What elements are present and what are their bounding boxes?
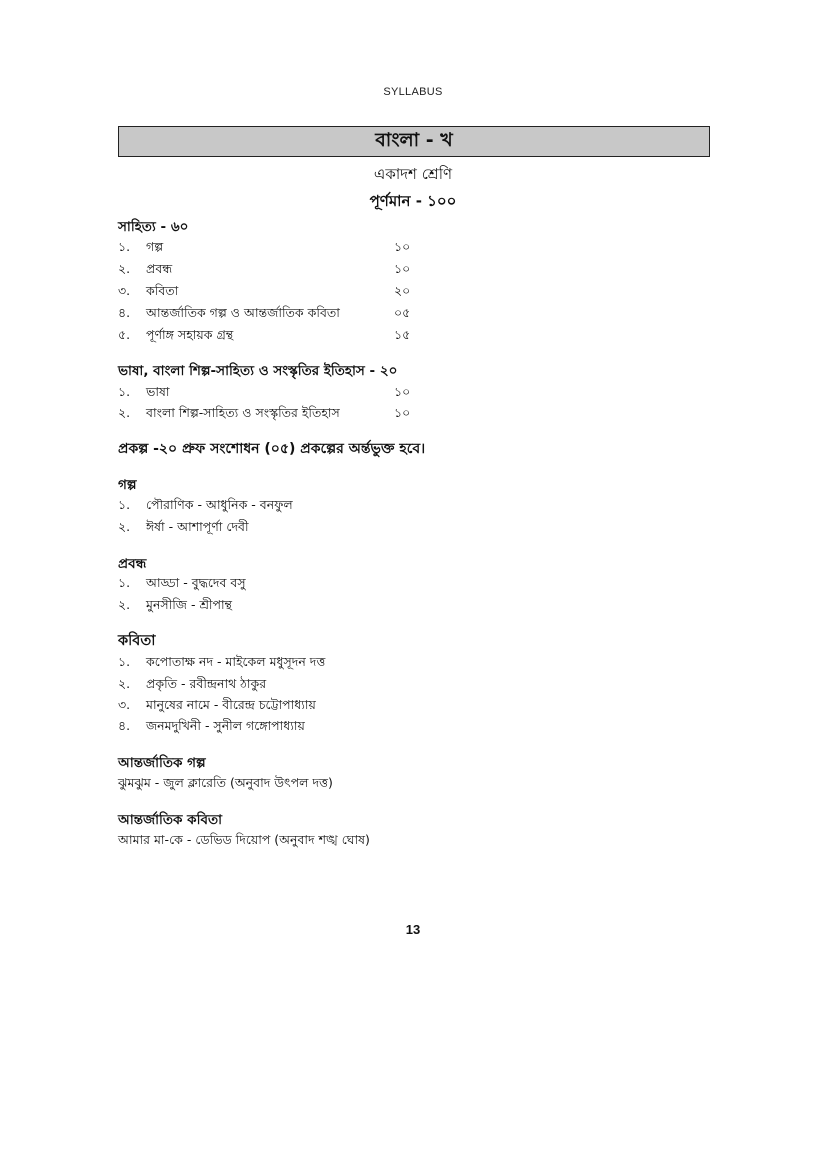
language-heading: ভাষা, বাংলা শিল্প-সাহিত্য ও সংস্কৃতির ইতিহাস - ২০ — [118, 363, 398, 379]
list-item — [118, 597, 232, 617]
intl-story-heading: আন্তর্জাতিক গল্প — [118, 755, 206, 771]
list-item — [118, 575, 246, 595]
page-number: 13 — [405, 922, 421, 937]
item-text: জনমদুখিনী - সুনীল গঙ্গোপাধ্যায় — [146, 718, 305, 733]
subject-title — [118, 126, 710, 157]
list-item — [118, 519, 249, 539]
literature-row — [118, 305, 538, 323]
row-text: কবিতা — [146, 283, 179, 298]
subject-title-text: বাংলা - খ — [375, 128, 453, 151]
row-marks: ১৫ — [394, 327, 411, 342]
row-number: ২. — [118, 405, 131, 420]
row-text: গল্প — [146, 239, 164, 254]
item-number: ১. — [118, 497, 131, 512]
language-row — [118, 384, 538, 402]
running-header: SYLLABUS — [383, 86, 443, 98]
item-text: প্রকৃতি - রবীন্দ্রনাথ ঠাকুর — [146, 676, 267, 691]
row-marks: ১০ — [394, 405, 411, 420]
row-text: আন্তর্জাতিক গল্প ও আন্তর্জাতিক কবিতা — [146, 305, 340, 320]
list-item — [118, 497, 293, 517]
row-marks: ০৫ — [394, 305, 411, 320]
row-text: বাংলা শিল্প-সাহিত্য ও সংস্কৃতির ইতিহাস — [146, 405, 340, 420]
item-text: আড্ডা - বুদ্ধদেব বসু — [146, 575, 246, 590]
item-number: ২. — [118, 519, 131, 534]
row-marks: ২০ — [394, 283, 411, 298]
project-note: প্রকল্প -২০ প্রুফ সংশোধন (০৫) প্রকল্পের অর্ন্তভুক্ত হবে। — [118, 441, 426, 457]
intl-poem-text: আমার মা-কে - ডেভিড দিয়োপ (অনুবাদ শঙ্খ ঘোষ) — [118, 832, 370, 847]
full-marks: পূর্ণমান - ১০০ — [369, 192, 457, 210]
list-item — [118, 676, 266, 696]
item-text: ঈর্ষা - আশাপূর্ণা দেবী — [146, 519, 249, 534]
item-text: মুনসীজি - শ্রীপান্থ — [146, 597, 232, 612]
row-text: ভাষা — [146, 384, 170, 399]
list-item — [118, 654, 325, 674]
item-number: ১. — [118, 575, 131, 590]
item-text: মানুষের নামে - বীরেন্দ্র চট্টোপাধ্যায় — [146, 697, 316, 712]
literature-row — [118, 327, 538, 345]
literature-row — [118, 239, 538, 257]
row-marks: ১০ — [394, 239, 411, 254]
literature-row — [118, 283, 538, 301]
row-number: ২. — [118, 261, 131, 276]
item-text: কপোতাক্ষ নদ - মাইকেল মধুসূদন দত্ত — [146, 654, 326, 669]
row-marks: ১০ — [394, 261, 411, 276]
row-number: ৪. — [118, 305, 131, 320]
list-item — [118, 718, 305, 738]
row-marks: ১০ — [394, 384, 411, 399]
row-number: ৩. — [118, 283, 131, 298]
poems-heading: কবিতা — [118, 633, 156, 649]
row-number: ১. — [118, 239, 131, 254]
essays-heading: প্রবন্ধ — [118, 556, 147, 572]
item-number: ৪. — [118, 718, 131, 733]
literature-row — [118, 261, 538, 279]
item-number: ২. — [118, 676, 131, 691]
row-number: ৫. — [118, 327, 131, 342]
item-text: পৌরাণিক - আধুনিক - বনফুল — [146, 497, 293, 512]
intl-story-text: ঝুমঝুম - জুল ক্লারেতি (অনুবাদ উৎপল দত্ত) — [118, 775, 333, 790]
row-number: ১. — [118, 384, 131, 399]
row-text: প্রবন্ধ — [146, 261, 173, 276]
language-row — [118, 405, 538, 423]
row-text: পূর্ণাঙ্গ সহায়ক গ্রন্থ — [146, 327, 234, 342]
class-name: একাদশ শ্রেণি — [373, 165, 453, 183]
item-number: ৩. — [118, 697, 131, 712]
intl-poem-heading: আন্তর্জাতিক কবিতা — [118, 812, 223, 828]
list-item — [118, 697, 316, 717]
item-number: ১. — [118, 654, 131, 669]
stories-heading: গল্প — [118, 477, 137, 493]
item-number: ২. — [118, 597, 131, 612]
literature-heading: সাহিত্য - ৬০ — [118, 219, 189, 235]
